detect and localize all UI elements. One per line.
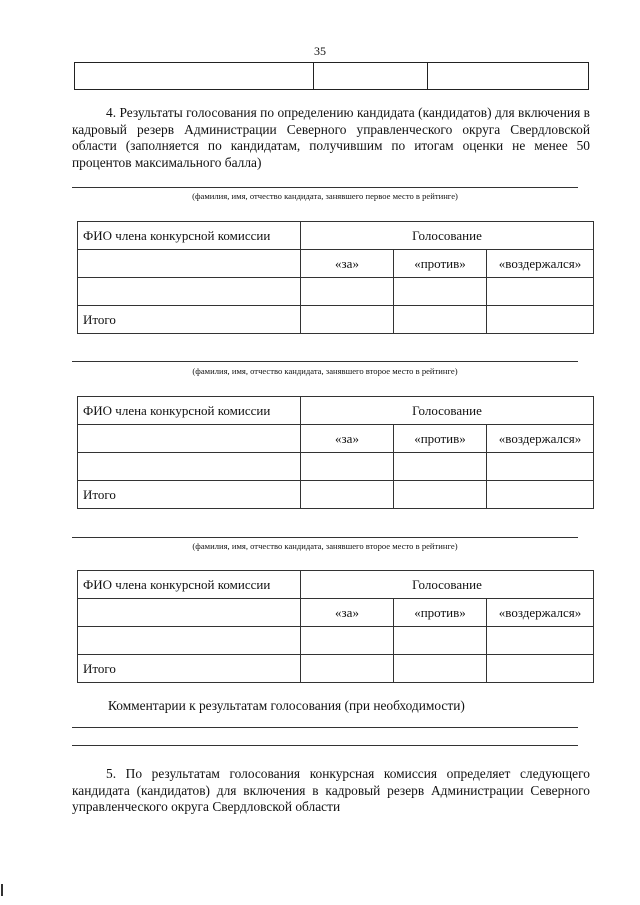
section-4-paragraph — [72, 105, 590, 171]
table-cell — [394, 306, 487, 334]
section-4-number: 4. — [106, 105, 117, 120]
table-cell — [394, 278, 487, 306]
abstain-header: «воздержался» — [487, 599, 594, 627]
section-4-text: Результаты голосования по определению кандидата (кандидатов) для включения в кадровый резерв Администрации Северного управленческого округа Свердловской области (заполняется по кандидатам, получившим по итогам оценки не менее 50 процентов максимального балла) — [72, 105, 590, 170]
comment-line[interactable] — [72, 745, 578, 746]
table-cell — [78, 425, 301, 453]
section-5-paragraph — [72, 766, 590, 816]
candidate-caption: (фамилия, имя, отчество кандидата, занявшего второе место в рейтинге) — [192, 366, 458, 376]
candidate-caption: (фамилия, имя, отчество кандидата, занявшего первое место в рейтинге) — [192, 191, 458, 201]
candidate-caption: (фамилия, имя, отчество кандидата, занявшего второе место в рейтинге) — [192, 541, 458, 551]
table-cell — [78, 599, 301, 627]
table-cell — [487, 453, 594, 481]
table-cell — [487, 278, 594, 306]
table-cell — [314, 63, 428, 90]
table-cell — [78, 453, 301, 481]
comment-line[interactable] — [72, 727, 578, 728]
abstain-header: «воздержался» — [487, 250, 594, 278]
table-cell — [487, 481, 594, 509]
table-cell — [301, 278, 394, 306]
member-column-header: ФИО члена конкурсной комиссии — [78, 397, 301, 425]
against-header: «против» — [394, 425, 487, 453]
table-cell — [487, 306, 594, 334]
candidate-name-line[interactable] — [72, 361, 578, 362]
for-header: «за» — [301, 425, 394, 453]
voting-header: Голосование — [301, 222, 594, 250]
voting-table — [77, 396, 594, 509]
table-cell — [487, 627, 594, 655]
table-cell — [394, 655, 487, 683]
table-cell — [428, 63, 589, 90]
voting-table — [77, 570, 594, 683]
previous-table-tail — [74, 62, 589, 90]
for-header: «за» — [301, 250, 394, 278]
table-cell — [301, 481, 394, 509]
voting-header: Голосование — [301, 397, 594, 425]
table-cell — [301, 655, 394, 683]
comments-label: Комментарии к результатам голосования (при необходимости) — [108, 698, 465, 713]
for-header: «за» — [301, 599, 394, 627]
voting-table — [77, 221, 594, 334]
page-number: 35 — [314, 44, 326, 58]
candidate-name-line[interactable] — [72, 187, 578, 188]
section-5-number: 5. — [106, 766, 117, 781]
member-column-header: ФИО члена конкурсной комиссии — [78, 571, 301, 599]
table-cell — [301, 627, 394, 655]
table-cell — [394, 481, 487, 509]
table-cell — [78, 278, 301, 306]
table-cell — [78, 627, 301, 655]
table-cell — [487, 655, 594, 683]
section-5-text: По результатам голосования конкурсная комиссия определяет следующего кандидата (кандидатов) для включения в кадровый резерв Администрации Северного управленческого округа Свердловской области — [72, 766, 590, 815]
table-cell — [301, 453, 394, 481]
member-column-header: ФИО члена конкурсной комиссии — [78, 222, 301, 250]
table-cell — [394, 453, 487, 481]
total-label: Итого — [78, 655, 301, 683]
against-header: «против» — [394, 250, 487, 278]
total-label: Итого — [78, 306, 301, 334]
voting-header: Голосование — [301, 571, 594, 599]
against-header: «против» — [394, 599, 487, 627]
candidate-name-line[interactable] — [72, 537, 578, 538]
table-cell — [75, 63, 314, 90]
table-cell — [394, 627, 487, 655]
total-label: Итого — [78, 481, 301, 509]
scan-edge-mark — [1, 884, 3, 896]
table-cell — [301, 306, 394, 334]
abstain-header: «воздержался» — [487, 425, 594, 453]
table-cell — [78, 250, 301, 278]
